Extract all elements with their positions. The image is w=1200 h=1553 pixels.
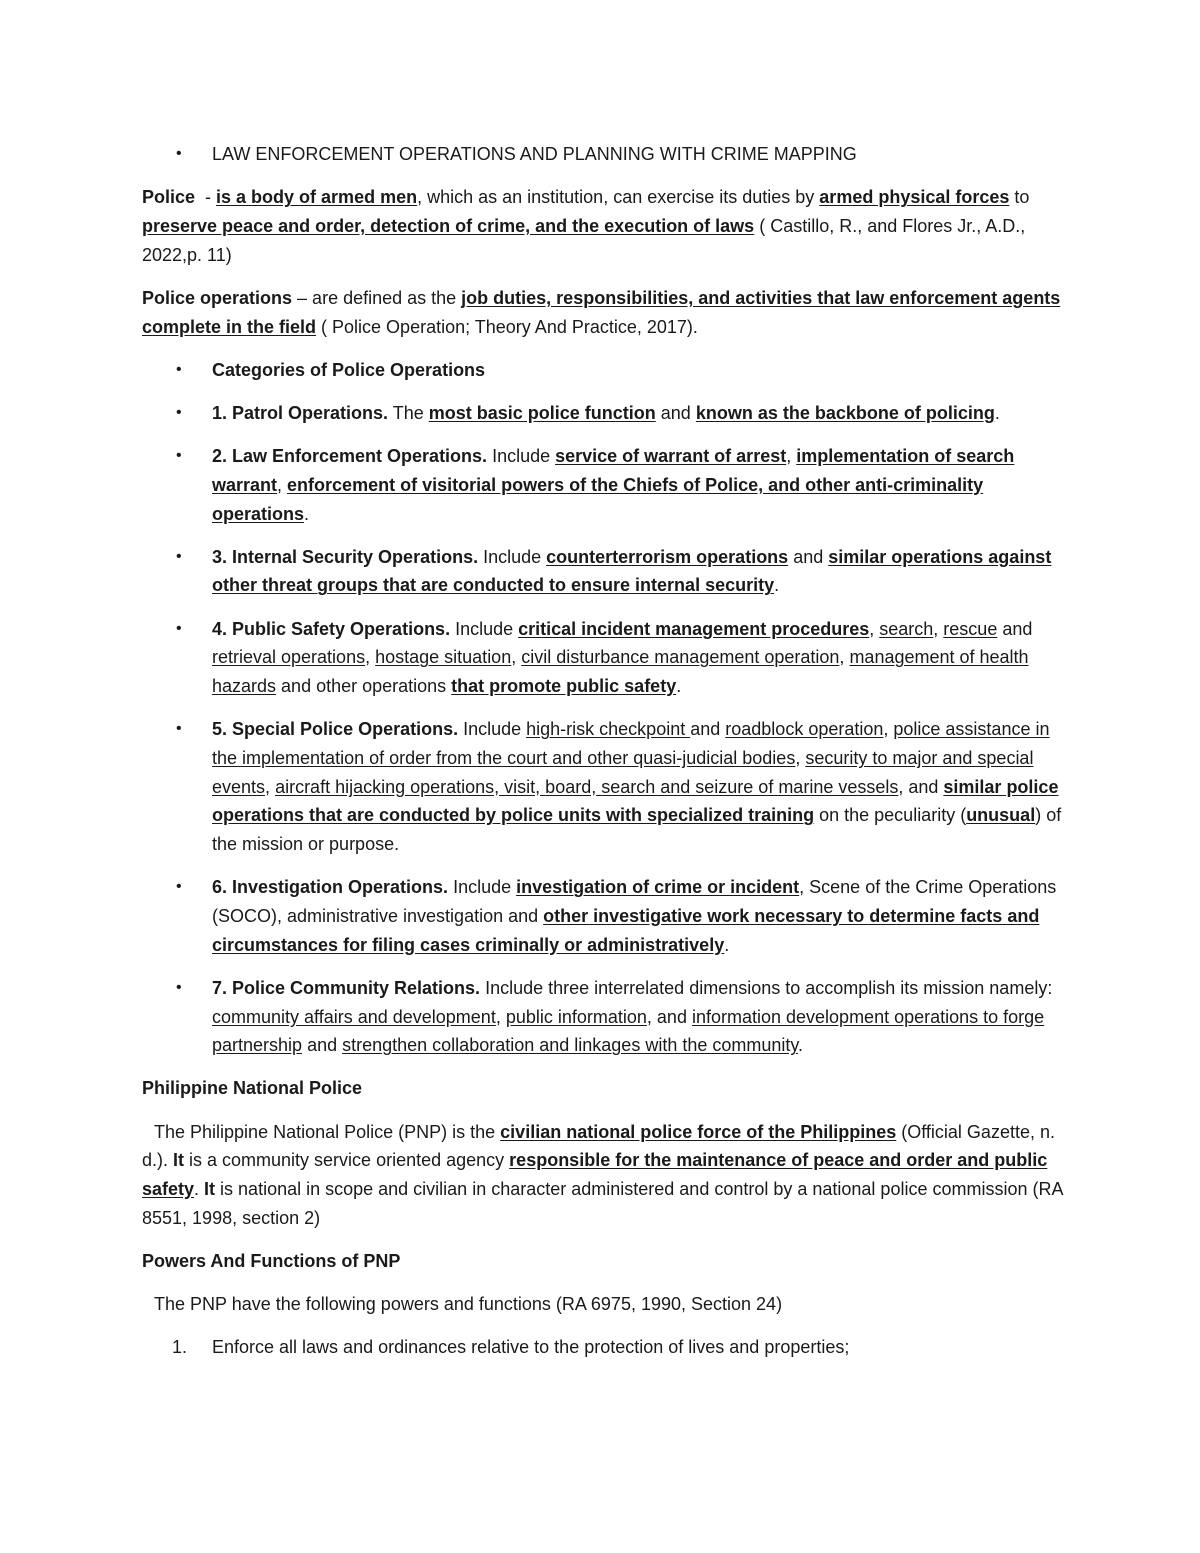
list-item-internal-security-operations: • 3. Internal Security Operations. Include counterterrorism operations and similar operations against other threat groups that are conducted to ensure internal security. [142,543,1072,600]
title-list [142,140,1072,169]
powers-intro: The PNP have the following powers and functions (RA 6975, 1990, Section 24) [154,1294,783,1315]
list-item-law-enforcement-operations: • 2. Law Enforcement Operations. Include service of warrant of arrest, implementation of search warrant, enforcement of visitorial powers of the Chiefs of Police, and other anti-criminality operations. [142,442,1072,528]
document-body [142,140,1072,1362]
list-item-patrol-operations: • 1. Patrol Operations. The most basic police function and known as the backbone of policing. [142,399,1072,428]
categories-heading: • Categories of Police Operations [142,356,1072,385]
term-police: Police [142,187,196,208]
police-operations-definition: Police operations – are defined as the job duties, responsibilities, and activities that law enforcement agents complete in the field ( Police Operation; Theory And Practice, 2017). [142,287,1061,337]
operations-list [142,356,1072,1060]
document-title: • LAW ENFORCEMENT OPERATIONS AND PLANNING WITH CRIME MAPPING [142,140,1072,169]
pnp-heading: Philippine National Police [142,1078,363,1099]
powers-heading: Powers And Functions of PNP [142,1251,401,1271]
police-definition: Police - is a body of armed men, which as an institution, can exercise its duties by armed physical forces to preserve peace and order, detection of crime, and the execution of laws ( Castillo, R., and Flores Jr., A.D., 2022,p. 11) [142,187,1030,265]
term-police-operations: Police operations [142,287,293,308]
list-item: 1. Enforce all laws and ordinances relative to the protection of lives and properties; [172,1337,850,1358]
pnp-paragraph: The Philippine National Police (PNP) is the civilian national police force of the Philippines (Official Gazette, n. d.). It is a community service oriented agency responsible for the maintenance of peace and order and public safety. It is national in scope and civilian in character administered and control by a national police commission (RA 8551, 1998, section 2) [142,1121,1063,1228]
powers-list [142,1333,1072,1362]
list-item-investigation-operations: • 6. Investigation Operations. Include investigation of crime or incident, Scene of the Crime Operations (SOCO), administrative investigation and other investigative work necessary to determine facts and circumstances for filing cases criminally or administratively. [142,873,1072,959]
list-item-public-safety-operations: • 4. Public Safety Operations. Include critical incident management procedures, search, rescue and retrieval operations, hostage situation, civil disturbance management operation, management of health hazards and other operations that promote public safety. [142,615,1072,701]
list-item-special-police-operations: • 5. Special Police Operations. Include high-risk checkpoint and roadblock operation, police assistance in the implementation of order from the court and other quasi-judicial bodies, security to major and special events, aircraft hijacking operations, visit, board, search and seizure of marine vessels, and similar police operations that are conducted by police units with specialized training on the peculiarity (unusual) of the mission or purpose. [142,715,1072,859]
list-item-police-community-relations: • 7. Police Community Relations. Include three interrelated dimensions to accomplish its mission namely: community affairs and development, public information, and information development operations to forge partnership and strengthen collaboration and linkages with the community. [142,974,1072,1060]
